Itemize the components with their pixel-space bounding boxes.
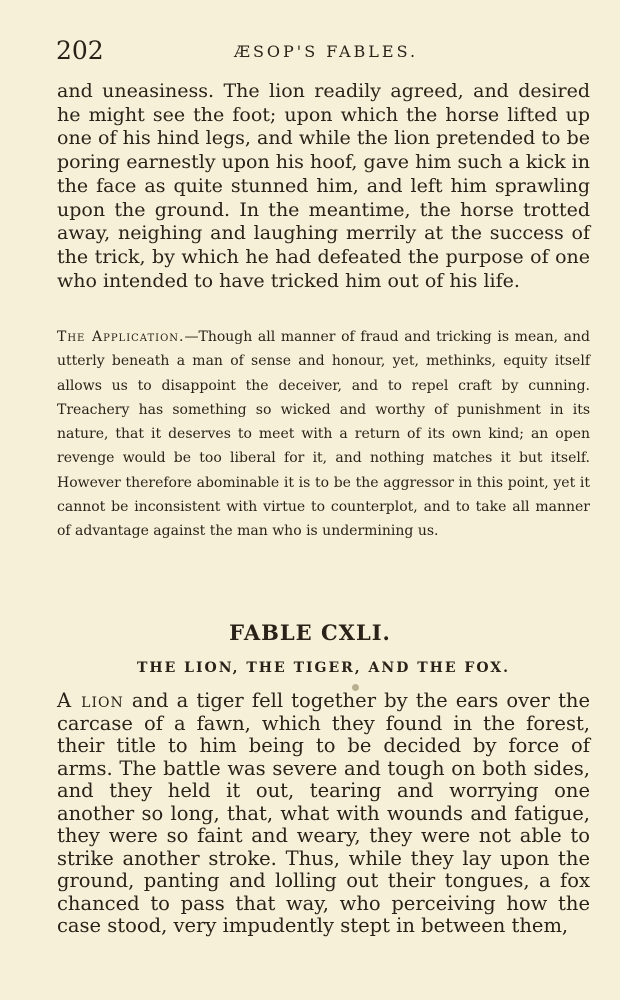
fable-first-words: A lion — [57, 689, 124, 712]
continued-paragraph: and uneasiness. The lion readily agreed, and desired he might see the foot; upon which the horse lifted up one of his hind legs, and while the lion pretended to be poring earnestly upon his hoof, gave him such a kick in the face as quite stunned him, and left him sprawling upon the ground. In the meantime, the horse trotted away, neighing and laughing merrily at the success of the trick, by which he had defeated the purpose of one who intended to have tricked him out of his life. — [57, 80, 590, 292]
running-title: ÆSOP'S FABLES. — [233, 42, 419, 61]
page-number: 202 — [56, 36, 104, 65]
fable-text: and a tiger fell together by the ears over the carcase of a fawn, which they found in the forest, their title to him being to be decided by force of arms. The battle was severe and tough on both sides, and they held it out, tearing and worrying one another so long, that, what with wounds and fatigue, they were so faint and weary, they were not able to strike another stroke. Thus, while they lay upon the ground, panting and lolling out their tongues, a fox chanced to pass that way, who perceiving how the case stood, very impudently stept in between them, — [57, 689, 591, 937]
application-text: —Though all manner of fraud and tricking is mean, and utterly beneath a man of sense and honour, yet, methinks, equity itself allows us to disappoint the deceiver, and to repel craft by cunning. Treachery has something so wicked and worthy of punishment in its nature, that it deserves to meet with a return of its own kind; an open revenge would be too liberal for it, and nothing matches it but itself. However therefore abominable it is to be the aggressor in this point, yet it cannot be inconsistent with virtue to counterplot, and to take all manner of advantage against the man who is undermining us. — [57, 329, 590, 540]
fable-paragraph — [57, 690, 590, 938]
fable-title: THE LION, THE TIGER, AND THE FOX. — [136, 660, 511, 676]
application-heading: The Application. — [57, 329, 185, 345]
application-paragraph — [57, 325, 590, 544]
page-header — [56, 36, 596, 66]
fable-number: FABLE CXLI. — [229, 620, 391, 645]
